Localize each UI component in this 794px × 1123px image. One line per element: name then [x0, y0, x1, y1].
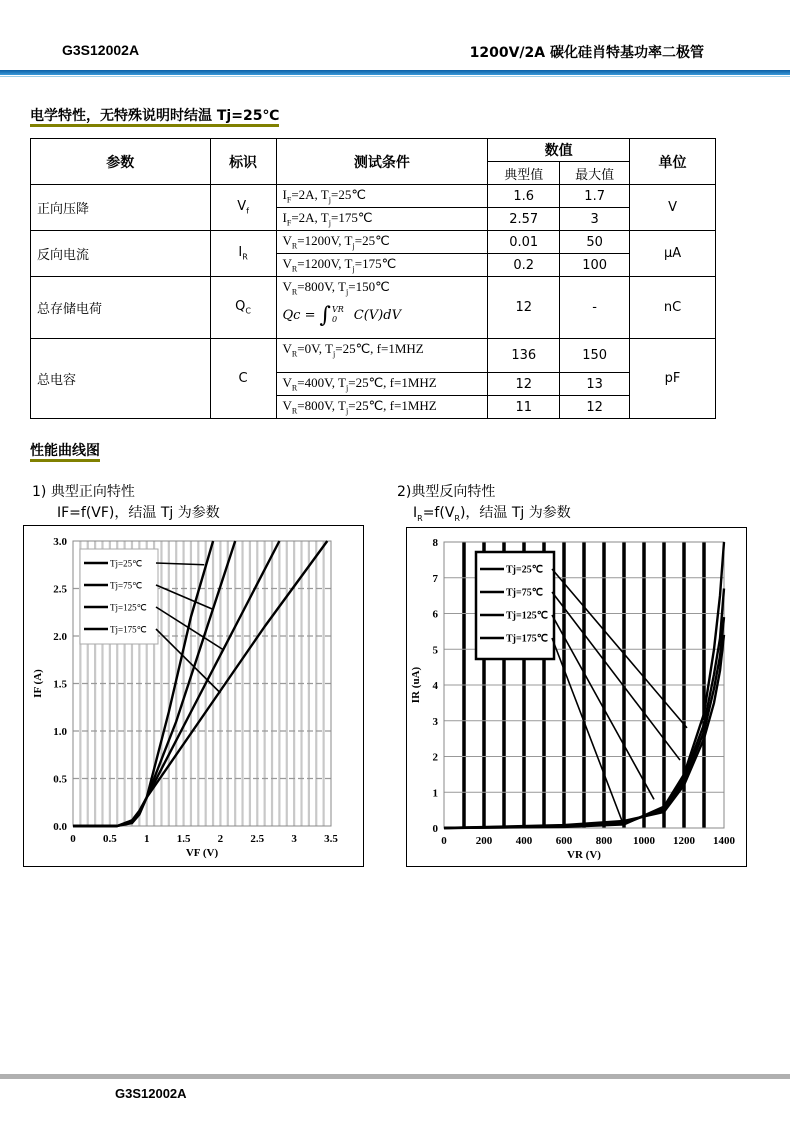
row-typ: 136 — [488, 339, 560, 373]
th-value: 数值 — [488, 139, 630, 162]
c1-xtick-label: 3.5 — [324, 833, 338, 845]
header-divider — [0, 70, 790, 75]
c1-legend-label: Tj=125℃ — [110, 602, 147, 613]
chart2-ylabel: IR (uA) — [410, 666, 422, 704]
row-param: 总电容 — [31, 339, 211, 419]
row-condition: $I_F=2A$, $T_j=25℃$ — [276, 185, 488, 208]
c1-xtick-label: 2.5 — [250, 833, 265, 845]
row-symbol: C — [210, 339, 276, 419]
row-max: 50 — [560, 231, 630, 254]
footer-part-number: G3S12002A — [115, 1086, 187, 1101]
row-param: 反向电流 — [31, 231, 211, 277]
c2-xtick-label: 1400 — [713, 835, 735, 847]
row-param: 正向压降 — [31, 185, 211, 231]
electrical-section-title: 电学特性，无特殊说明时结温 Tj=25℃ — [30, 108, 279, 127]
c1-ytick-label: 2.0 — [53, 631, 67, 643]
header-divider-light — [0, 76, 790, 77]
c2-xtick-label: 1000 — [633, 835, 655, 847]
row-max: 12 — [560, 396, 630, 419]
c2-xtick-label: 0 — [441, 835, 447, 847]
row-condition: $V_R=1200V$, $T_j=25℃$ — [276, 231, 488, 254]
row-max: 100 — [560, 254, 630, 277]
forward-characteristic-chart — [23, 525, 364, 867]
th-symbol: 标识 — [210, 139, 276, 185]
header-title: 1200V/2A 碳化硅肖特基功率二极管 — [469, 45, 704, 61]
c2-ytick-label: 7 — [432, 572, 438, 585]
stored-charge-formula: Qc = ∫ VR 0 C(V)dV — [282, 302, 401, 328]
c2-ytick-label: 0 — [432, 823, 438, 835]
c2-legend-label: Tj=175℃ — [506, 633, 548, 645]
row-param: 总存储电荷 — [31, 277, 211, 339]
row-max: 150 — [560, 339, 630, 373]
row-typ: 2.57 — [488, 208, 560, 231]
c2-ytick-label: 3 — [432, 715, 438, 728]
row-symbol: $Q_C$ — [210, 277, 276, 339]
row-condition: $I_F=2A$, $T_j=175℃$ — [276, 208, 488, 231]
footer-divider — [0, 1074, 790, 1079]
c1-ytick-label: 0.5 — [53, 773, 67, 786]
th-unit: 单位 — [630, 139, 716, 185]
c2-legend-label: Tj=25℃ — [506, 564, 543, 576]
row-max: 13 — [560, 373, 630, 396]
c2-xtick-label: 1200 — [673, 835, 695, 847]
row-typ: 0.2 — [488, 254, 560, 277]
chart1-ylabel: IF (A) — [32, 669, 44, 698]
curves-section-title: 性能曲线图 — [30, 443, 100, 462]
fig2-subcaption: $I_R=f(V_R)$，结温 Tj 为参数 — [413, 505, 571, 523]
th-condition: 测试条件 — [276, 139, 488, 185]
c2-ytick-label: 5 — [432, 644, 438, 657]
reverse-characteristic-chart — [406, 527, 747, 867]
c1-ytick-label: 0.0 — [53, 821, 67, 833]
c1-legend-label: Tj=25℃ — [110, 558, 143, 569]
c2-xtick-label: 400 — [515, 835, 533, 847]
row-unit: pF — [630, 339, 716, 419]
row-condition: $V_R=0V$, $T_j=25℃$, f=1MHZ — [276, 339, 488, 373]
chart1-xlabel: VF (V) — [185, 847, 219, 859]
row-max: - — [560, 277, 630, 339]
row-max: 1.7 — [560, 185, 630, 208]
c2-ytick-label: 1 — [432, 787, 438, 800]
row-condition: $V_R=1200V$, $T_j=175℃$ — [276, 254, 488, 277]
row-typ: 11 — [488, 396, 560, 419]
electrical-spec-table — [30, 138, 716, 419]
c1-legend-label: Tj=175℃ — [110, 624, 147, 635]
fig2-caption: 2)典型反向特性 — [397, 484, 496, 500]
c2-xtick-label: 600 — [555, 835, 573, 847]
header-part-number: G3S12002A — [62, 42, 140, 58]
c2-ytick-label: 2 — [432, 751, 438, 764]
row-typ: 0.01 — [488, 231, 560, 254]
c2-ytick-label: 8 — [432, 537, 438, 549]
c1-ytick-label: 1.0 — [53, 726, 67, 738]
c1-ytick-label: 2.5 — [53, 583, 67, 596]
row-typ: 12 — [488, 373, 560, 396]
row-unit: μA — [630, 231, 716, 277]
row-condition: $V_R=400V$, $T_j=25℃$, f=1MHZ — [276, 373, 488, 396]
th-typ: 典型值 — [488, 162, 560, 185]
c2-legend-label: Tj=75℃ — [506, 587, 543, 599]
c2-xtick-label: 200 — [475, 835, 493, 847]
fig1-caption: 1) 典型正向特性 — [32, 484, 135, 500]
c2-legend-label: Tj=125℃ — [506, 610, 548, 622]
c1-xtick-label: 0 — [70, 833, 76, 845]
c1-ytick-label: 1.5 — [53, 678, 67, 691]
row-typ: 1.6 — [488, 185, 560, 208]
row-symbol: $V_f$ — [210, 185, 276, 231]
c2-xtick-label: 800 — [595, 835, 613, 847]
c1-xtick-label: 0.5 — [102, 833, 117, 845]
row-unit: nC — [630, 277, 716, 339]
c2-ytick-label: 6 — [432, 608, 438, 621]
th-param: 参数 — [31, 139, 211, 185]
c1-legend-label: Tj=75℃ — [110, 580, 143, 591]
row-max: 3 — [560, 208, 630, 231]
c1-xtick-label: 3 — [291, 833, 297, 845]
c1-xtick-label: 1 — [143, 833, 150, 845]
fig1-subcaption: IF=f(VF)，结温 Tj 为参数 — [57, 505, 220, 521]
row-unit: V — [630, 185, 716, 231]
row-typ: 12 — [488, 277, 560, 339]
c1-xtick-label: 2 — [217, 833, 224, 845]
row-condition: $V_R=800V$, $T_j=150℃$ Qc = ∫ VR 0 C(V)dV — [276, 277, 488, 339]
c2-ytick-label: 4 — [432, 680, 438, 692]
chart2-xlabel: VR (V) — [567, 849, 601, 861]
c1-ytick-label: 3.0 — [53, 536, 67, 548]
row-condition: $V_R=800V$, $T_j=25℃$, f=1MHZ — [276, 396, 488, 419]
row-symbol: $I_R$ — [210, 231, 276, 277]
th-max: 最大值 — [560, 162, 630, 185]
c1-xtick-label: 1.5 — [176, 833, 191, 845]
